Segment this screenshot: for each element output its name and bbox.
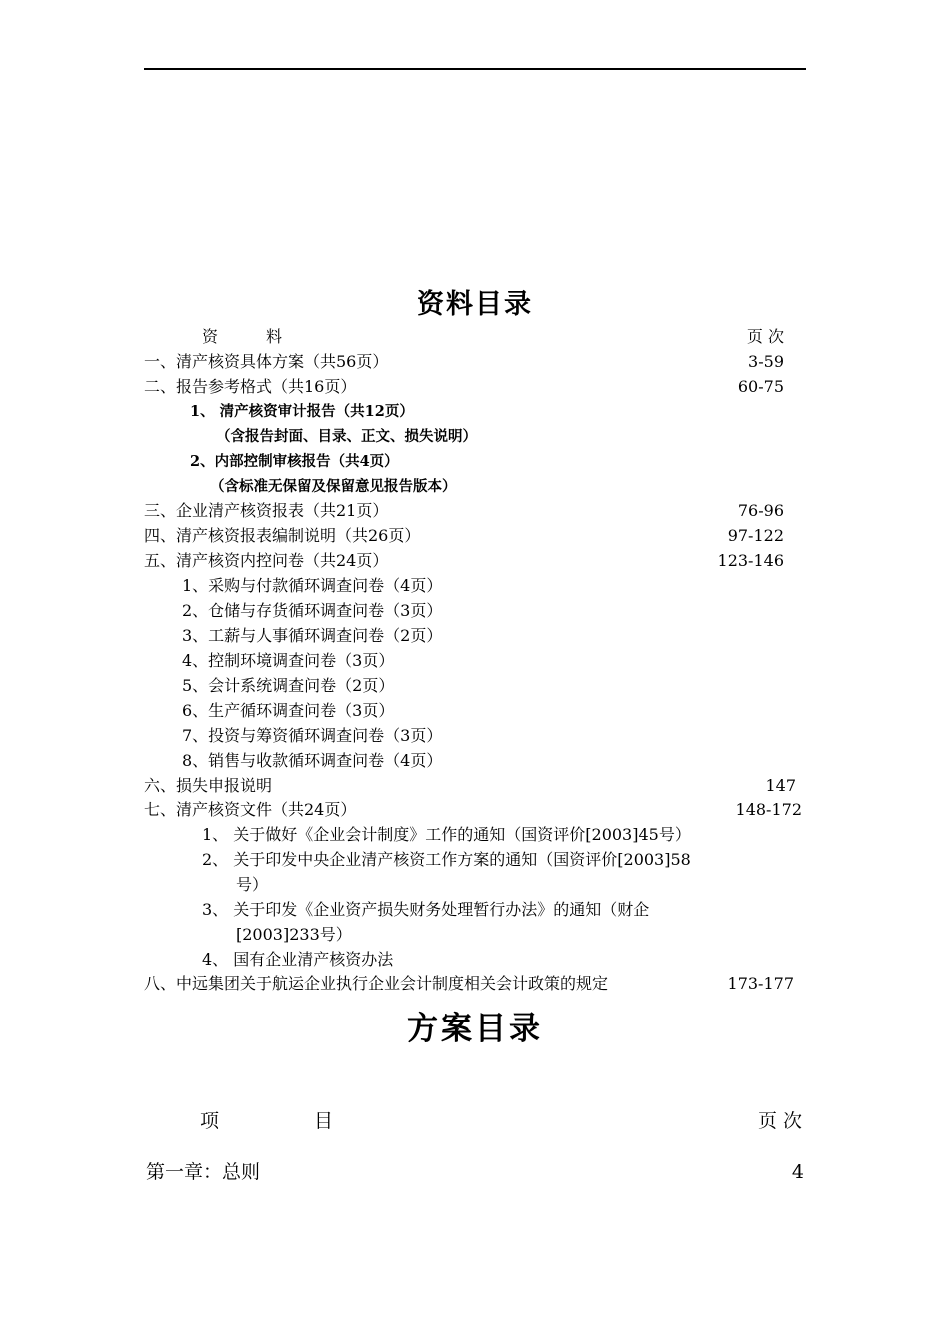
toc-entry-page: 97-122 [727,526,784,545]
toc-entry-page: 148-172 [735,800,802,819]
toc-entry: 4、控制环境调查问卷（3页） [182,651,395,670]
toc-entry: 二、报告参考格式（共16页） [144,377,357,396]
toc-entry: 7、投资与筹资循环调查问卷（3页） [182,726,443,745]
toc-entry: 号） [236,875,269,894]
toc-entry: 四、清产核资报表编制说明（共26页） [144,526,421,545]
toc-entry: （含标准无保留及保留意见报告版本） [210,478,457,495]
toc-entry: 4、 国有企业清产核资办法 [202,950,394,969]
materials-column-header: 资 料 [202,327,283,346]
toc-entry: 八、中远集团关于航运企业执行企业会计制度相关会计政策的规定 [144,974,609,993]
toc-entry: 七、清产核资文件（共24页） [144,800,357,819]
toc-entry-page: 123-146 [717,551,784,570]
toc-entry: 3、 关于印发《企业资产损失财务处理暂行办法》的通知（财企 [202,900,650,919]
toc-entry-page: 3-59 [748,352,784,371]
toc-entry: 5、会计系统调查问卷（2页） [182,676,395,695]
toc-entry-page: 173-177 [727,974,794,993]
plan-toc-title: 方案目录 [407,1011,543,1047]
materials-toc-title: 资料目录 [417,289,533,320]
toc-entry: 1、采购与付款循环调查问卷（4页） [182,576,443,595]
toc-entry: 2、内部控制审核报告（共4页） [190,453,399,470]
toc-entry: [2003]233号） [236,925,352,944]
toc-entry: （含报告封面、目录、正文、损失说明） [216,428,477,445]
toc-entry-page: 60-75 [737,377,784,396]
toc-entry: 6、生产循环调查问卷（3页） [182,701,395,720]
toc-entry: 1、 清产核资审计报告（共12页） [190,403,414,420]
toc-entry: 2、 关于印发中央企业清产核资工作方案的通知（国资评价[2003]58 [202,850,691,869]
toc-entry: 一、清产核资具体方案（共56页） [144,352,389,371]
toc-entry: 1、 关于做好《企业会计制度》工作的通知（国资评价[2003]45号） [202,825,691,844]
item-column-header: 项 目 [200,1110,334,1132]
toc-entry: 8、销售与收款循环调查问卷（4页） [182,751,443,770]
header-rule [144,68,806,70]
toc-entry: 三、企业清产核资报表（共21页） [144,501,389,520]
toc-entry-page: 76-96 [737,501,784,520]
page-column-header: 页 次 [746,327,784,346]
toc-entry: 六、损失申报说明 [144,776,273,795]
toc-entry-page: 147 [765,776,796,795]
toc-entry: 第一章：总则 [146,1161,261,1183]
toc-entry-page: 4 [791,1161,804,1183]
toc-entry: 五、清产核资内控问卷（共24页） [144,551,389,570]
page-column-header: 页 次 [757,1110,802,1132]
toc-entry: 2、仓储与存货循环调查问卷（3页） [182,601,443,620]
toc-entry: 3、工薪与人事循环调查问卷（2页） [182,626,443,645]
